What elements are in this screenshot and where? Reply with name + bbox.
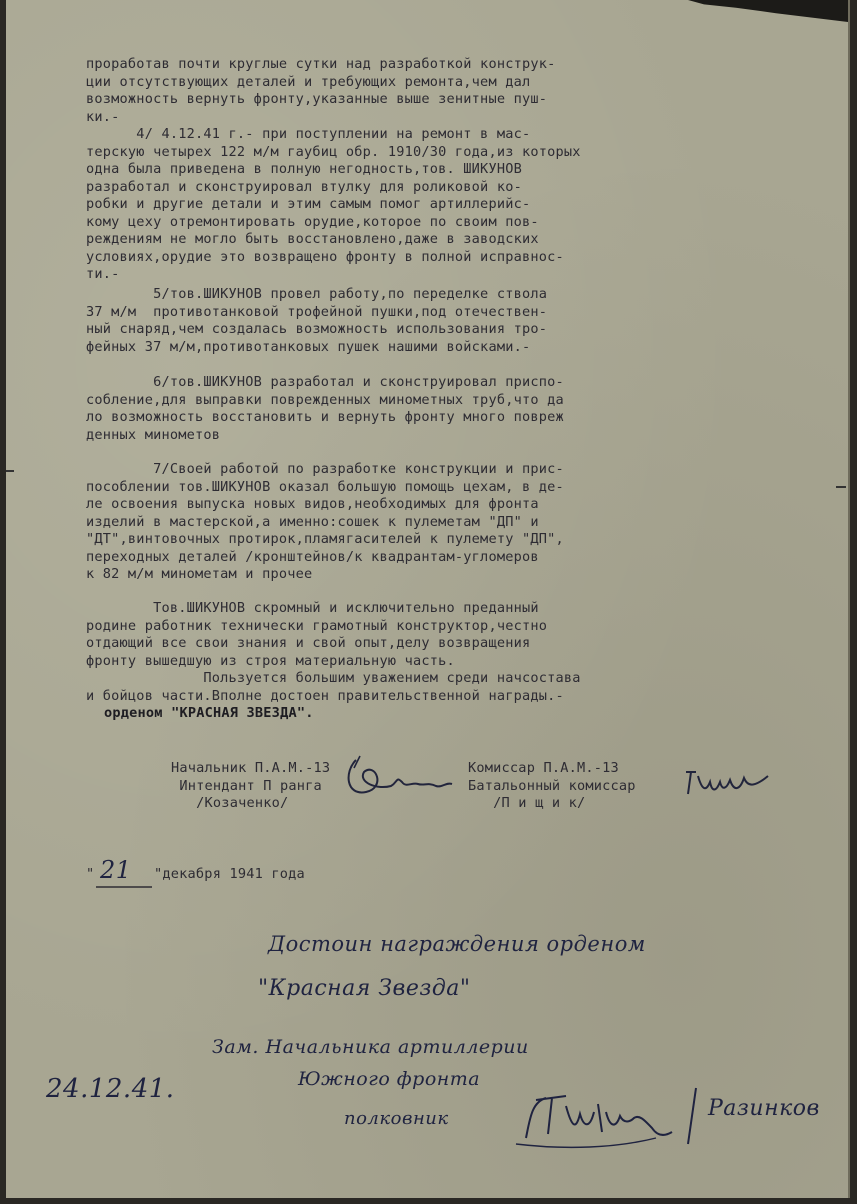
punch-mark (836, 486, 846, 488)
resolution-date: 24.12.41. (46, 1074, 175, 1104)
signature-commissar: Комиссар П.А.М.-13 Батальонный комиссар /П и щ и к/ (468, 760, 636, 811)
paragraph-intro: проработав почти круглые сутки над разработкой конструк- ции отсутствующих деталей и требующих ремонта,чем дал возможность вернуть фронту,указанные выше зенитные пуш- ки.- (86, 56, 556, 125)
paragraph-item-4: 4/ 4.12.41 г.- при поступлении на ремонт в мас- терскую четырех 122 м/м гаубиц обр. 1910/30 года,из которых одна была приведена в полную негодность,тов. ШИКУНОВ разработал и сконструировал втулку для роликовой ко- робки и другие детали и этим самым помог артиллерийс- кому цеху отремонтировать орудие,которое по своим пов- реждениям не могло быть восстановлено,даже в заводских условиях,орудие это возвращено фронту в полной исправнос- ти.- (86, 126, 581, 282)
date-underline (96, 884, 152, 890)
resolution-signature-scribble (506, 1088, 686, 1158)
paragraph-item-6: 6/тов.ШИКУНОВ разработал и сконструировал приспо- собление,для выправки поврежденных минометных труб,что да ло возможность восстановить и вернуть фронту много повреж денных минометов (86, 374, 564, 443)
resolution-line-4: Южного фронта (298, 1068, 481, 1090)
date-text: "декабря 1941 года (154, 866, 305, 882)
resolution-line-3: Зам. Начальника артиллерии (212, 1036, 529, 1058)
date-day-handwritten: 21 (100, 856, 132, 884)
punch-mark (6, 470, 14, 472)
resolution-signer: Разинков (708, 1096, 820, 1121)
resolution-rank: полковник (344, 1108, 449, 1129)
paragraph-item-5: 5/тов.ШИКУНОВ провел работу,по переделке ствола 37 м/м противотанковой трофейной пушки,под отечествен- ный снаряд,чем создалась возможность использования тро- фейных 37 м/м,противотанковых пушек нашими войсками.- (86, 286, 548, 355)
award-line: орденом "КРАСНАЯ ЗВЕЗДА". (104, 705, 314, 721)
date-quote-open: " (86, 866, 95, 882)
torn-corner (688, 0, 848, 22)
resolution-line-1: Достоин награждения орденом (268, 932, 646, 956)
paragraph-item-7: 7/Своей работой по разработке конструкции и прис- пособлении тов.ШИКУНОВ оказал большую помощь цехам, в де- ле освоения выпуска новых видов,необходимых для фронта изделий в мастерской,а именно:сошек к пулеметам "ДП" и "ДТ",винтовочных протирок,пламягасителей к пулемету "ДП", переходных деталей /кронштейнов/к квадрантам-угломеров к 82 м/м минометам и прочее (86, 461, 564, 582)
paragraph-characterization: Тов.ШИКУНОВ скромный и исключительно преданный родине работник технически грамотный конструктор,честно отдающий все свои знания и свой опыт,делу возвращения фронту вышедшую из строя материальную часть. Пользуется большим уважением среди начсостава и бойцов части.Вполне достоен правительственной награды.- (86, 600, 581, 704)
slash-mark (686, 1086, 698, 1146)
signature-commander: Начальник П.А.М.-13 Интендант П ранга /Козаченко/ (171, 760, 331, 811)
document-page (6, 0, 850, 1198)
commissar-signature-scribble (676, 764, 786, 808)
resolution-line-2: "Красная Звезда" (258, 976, 471, 1001)
commander-signature-scribble (336, 752, 466, 812)
